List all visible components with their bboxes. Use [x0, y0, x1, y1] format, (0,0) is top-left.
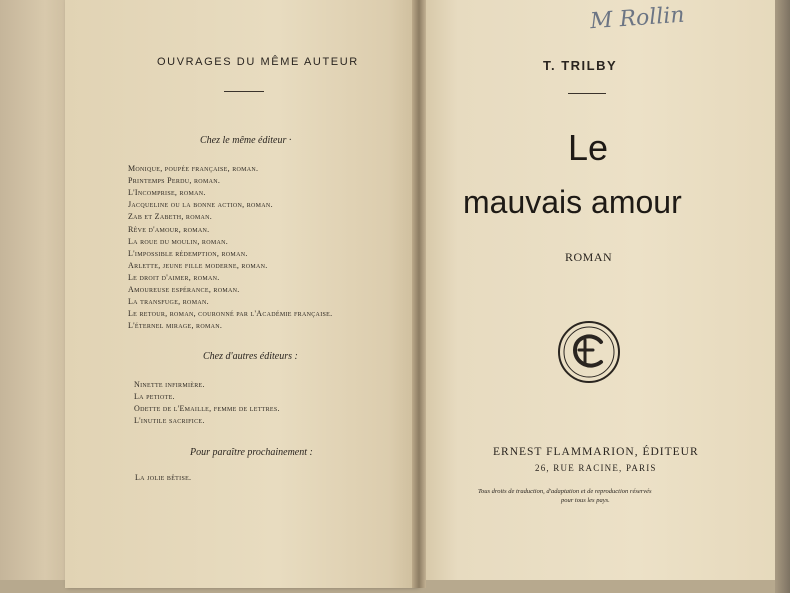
work-list-item: Arlette, jeune fille moderne, roman.	[128, 260, 268, 270]
section1-title: Chez le même éditeur ·	[200, 135, 292, 146]
left-page	[65, 0, 417, 588]
book-title-line1: Le	[568, 127, 609, 168]
work-list-item: Printemps Perdu, roman.	[128, 176, 221, 186]
work-list-item: La transfuge, roman.	[128, 297, 209, 307]
rights-line-1: Tous droits de traduction, d'adaptation et de reproduction réservés	[478, 488, 652, 495]
section2-title: Chez d'autres éditeurs :	[203, 351, 298, 362]
work-list-item: Rêve d'amour, roman.	[128, 224, 210, 234]
author-rule	[568, 93, 606, 94]
work-list-item: L'impossible rédemption, roman.	[128, 248, 248, 258]
publisher-address: 26, RUE RACINE, PARIS	[535, 463, 657, 473]
publisher-name: ERNEST FLAMMARION, ÉDITEUR	[493, 446, 699, 458]
left-header-rule	[224, 91, 264, 92]
work-list-item: La jolie bêtise.	[135, 473, 192, 482]
handwritten-signature: M Rollin	[589, 2, 686, 35]
work-list-item: Zab et Zabeth, roman.	[128, 212, 213, 222]
section3-title: Pour paraître prochainement :	[190, 447, 313, 458]
work-list-item: L'inutile sacrifice.	[134, 416, 205, 425]
book-gutter	[412, 0, 426, 588]
work-list-item: L'éternel mirage, roman.	[128, 321, 223, 331]
left-page-stack	[0, 0, 75, 580]
work-list-item: Le retour, roman, couronné par l'Académie française.	[128, 309, 333, 319]
rights-line-2: pour tous les pays.	[561, 497, 610, 504]
work-list-item: Amoureuse espérance, roman.	[128, 285, 240, 294]
work-list-item: L'Incomprise, roman.	[128, 188, 206, 198]
author-name: T. TRILBY	[543, 58, 618, 73]
work-list-item: Jacqueline ou la bonne action, roman.	[128, 200, 273, 210]
work-list-item: Le droit d'aimer, roman.	[128, 272, 220, 282]
book-title-line2: mauvais amour	[463, 184, 682, 220]
work-list-item: Odette de l'Emaille, femme de lettres.	[134, 404, 280, 413]
left-page-header: OUVRAGES DU MÊME AUTEUR	[157, 56, 359, 68]
work-list-item: La roue du moulin, roman.	[128, 236, 229, 246]
publisher-emblem-icon	[557, 320, 621, 384]
genre-label: ROMAN	[565, 250, 613, 264]
work-list-item: Ninette infirmière.	[134, 380, 205, 389]
work-list-item: Monique, poupée française, roman.	[128, 164, 259, 173]
work-list-item: La petiote.	[134, 392, 175, 401]
right-page-stack	[775, 0, 790, 593]
